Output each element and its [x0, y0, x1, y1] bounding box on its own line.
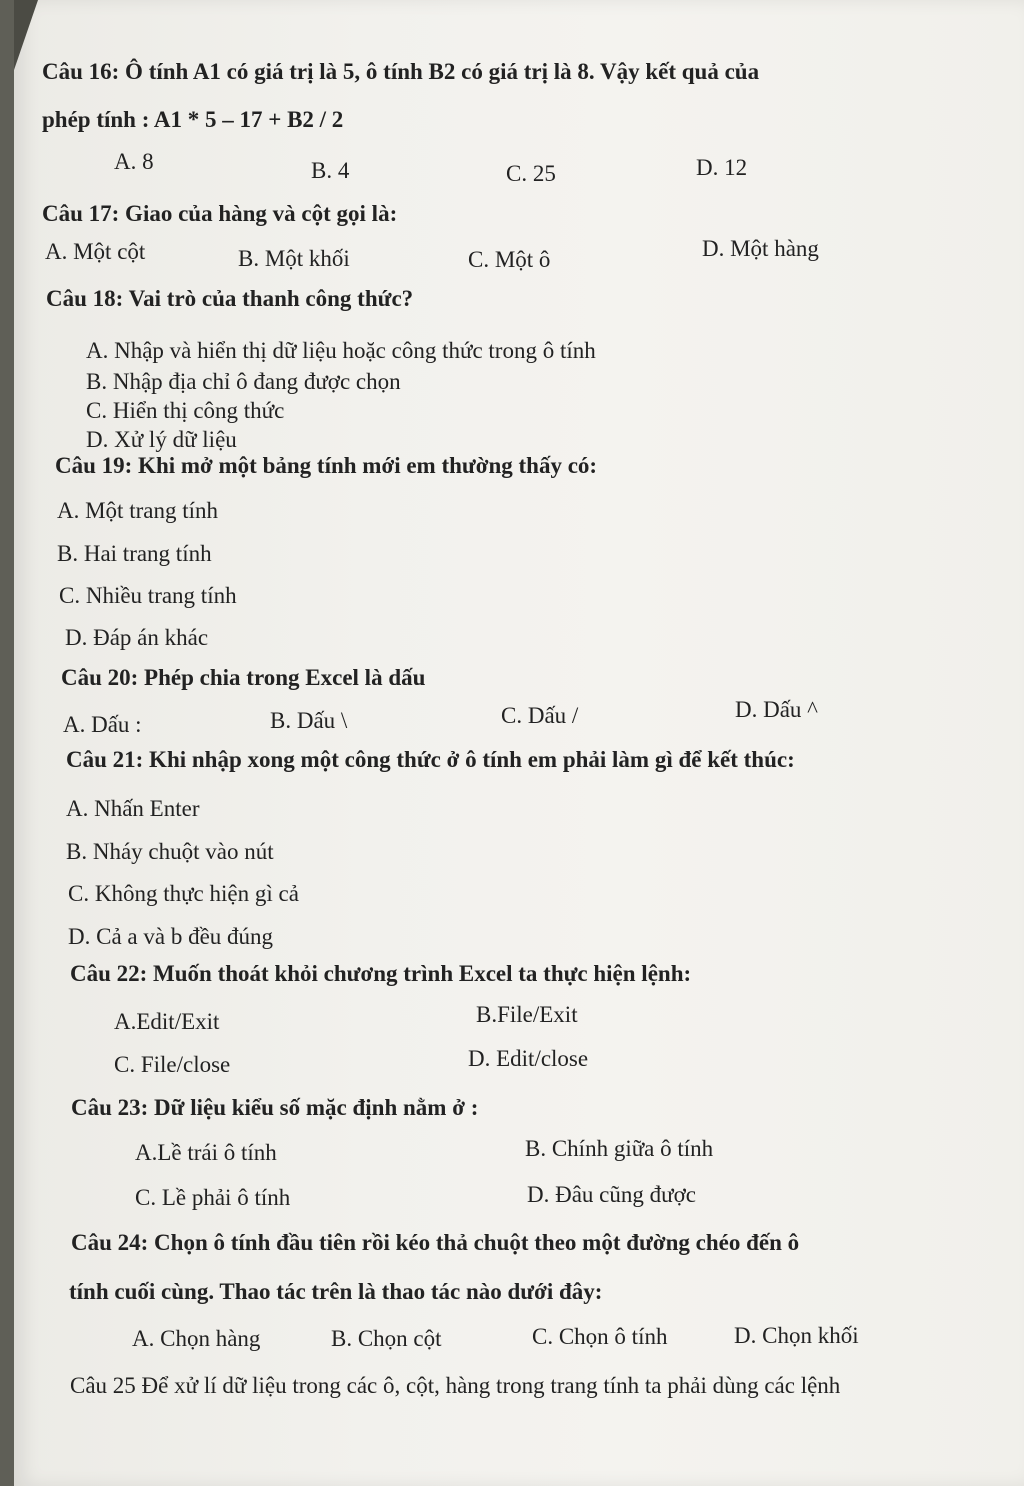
question-17-option-d: D. Một hàng: [702, 236, 819, 261]
question-20-option-c: C. Dấu /: [501, 703, 579, 728]
question-23-option-d: D. Đâu cũng được: [527, 1182, 696, 1207]
question-19-stem: Câu 19: Khi mở một bảng tính mới em thường thấy có:: [55, 453, 598, 478]
question-24-stem-line-1: Câu 24: Chọn ô tính đầu tiên rồi kéo thả chuột theo một đường chéo đến ô: [71, 1230, 800, 1255]
question-21-stem: Câu 21: Khi nhập xong một công thức ở ô tính em phải làm gì để kết thúc:: [66, 747, 795, 772]
question-24-stem-line-2: tính cuối cùng. Thao tác trên là thao tác nào dưới đây:: [69, 1279, 603, 1304]
question-22-stem: Câu 22: Muốn thoát khỏi chương trình Excel ta thực hiện lệnh:: [70, 961, 692, 986]
question-19-option-b: B. Hai trang tính: [57, 541, 212, 566]
question-16-option-c: C. 25: [506, 161, 556, 186]
question-19-option-d: D. Đáp án khác: [65, 625, 209, 650]
question-24-option-c: C. Chọn ô tính: [532, 1324, 668, 1349]
question-17-stem: Câu 17: Giao của hàng và cột gọi là:: [42, 201, 398, 226]
question-23-stem: Câu 23: Dữ liệu kiểu số mặc định nằm ở :: [71, 1095, 479, 1120]
question-21-option-c: C. Không thực hiện gì cả: [68, 881, 299, 906]
question-20-option-d: D. Dấu ^: [735, 697, 818, 722]
question-18-option-b: B. Nhập địa chỉ ô đang được chọn: [86, 369, 401, 394]
question-24-option-d: D. Chọn khối: [734, 1323, 859, 1348]
question-16-option-b: B. 4: [311, 158, 350, 183]
question-24-option-a: A. Chọn hàng: [132, 1326, 261, 1351]
question-18-option-c: C. Hiển thị công thức: [86, 398, 285, 423]
question-23-option-c: C. Lề phải ô tính: [135, 1185, 291, 1210]
question-16-stem-line-1: Câu 16: Ô tính A1 có giá trị là 5, ô tính B2 có giá trị là 8. Vậy kết quả của: [42, 59, 760, 84]
question-16-stem-line-2: phép tính : A1 * 5 – 17 + B2 / 2: [42, 107, 344, 132]
question-21-option-b: B. Nháy chuột vào nút: [66, 839, 274, 864]
background-corner: [14, 0, 38, 70]
question-18-option-a: A. Nhập và hiển thị dữ liệu hoặc công thức trong ô tính: [86, 338, 596, 363]
question-22-option-c: C. File/close: [114, 1052, 231, 1077]
question-16-option-a: A. 8: [114, 149, 154, 174]
question-18-option-d: D. Xử lý dữ liệu: [86, 427, 237, 452]
question-17-option-b: B. Một khối: [238, 246, 350, 271]
question-20-option-a: A. Dấu :: [63, 712, 142, 737]
question-25-stem: Câu 25 Để xử lí dữ liệu trong các ô, cột, hàng trong trang tính ta phải dùng các lệnh: [70, 1373, 841, 1398]
question-20-stem: Câu 20: Phép chia trong Excel là dấu: [61, 665, 426, 690]
question-19-option-a: A. Một trang tính: [57, 498, 218, 523]
question-22-option-a: A.Edit/Exit: [114, 1009, 220, 1034]
question-18-stem: Câu 18: Vai trò của thanh công thức?: [46, 286, 414, 311]
question-20-option-b: B. Dấu \: [270, 708, 348, 733]
question-21-option-d: D. Cả a và b đều đúng: [68, 924, 274, 949]
question-23-option-b: B. Chính giữa ô tính: [525, 1136, 714, 1161]
question-16-option-d: D. 12: [696, 155, 748, 180]
question-19-option-c: C. Nhiều trang tính: [59, 583, 237, 608]
question-17-option-a: A. Một cột: [45, 239, 146, 264]
question-23-option-a: A.Lề trái ô tính: [135, 1140, 277, 1165]
question-22-option-d: D. Edit/close: [468, 1046, 589, 1071]
question-22-option-b: B.File/Exit: [476, 1002, 578, 1027]
question-17-option-c: C. Một ô: [468, 247, 551, 272]
question-21-option-a: A. Nhấn Enter: [66, 796, 200, 821]
question-24-option-b: B. Chọn cột: [331, 1326, 442, 1351]
exam-paper: [14, 0, 1024, 1486]
